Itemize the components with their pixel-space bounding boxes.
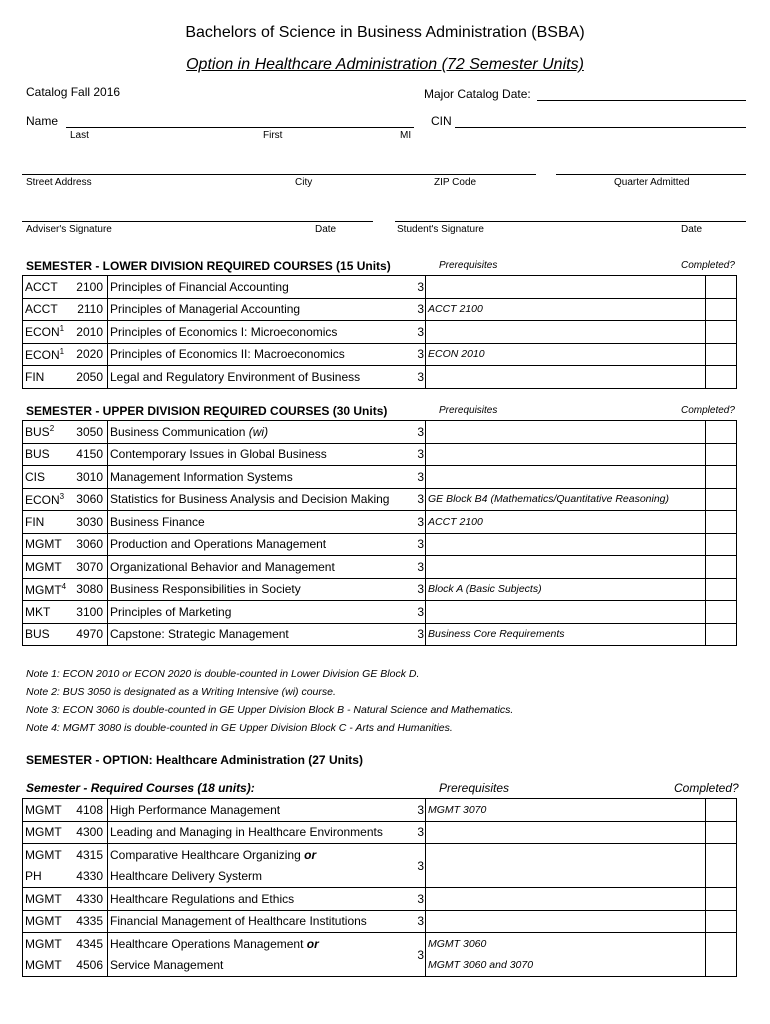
course-number: 2110 xyxy=(69,298,108,321)
course-prereq: Block A (Basic Subjects) xyxy=(426,578,706,601)
completed-cell[interactable] xyxy=(706,443,737,466)
course-units: 3 xyxy=(414,421,426,444)
course-subject-text: ACCT xyxy=(25,302,58,317)
course-subject xyxy=(23,298,70,321)
course-title xyxy=(108,466,415,489)
completed-cell[interactable] xyxy=(706,276,737,299)
upper-completed-header: Completed? xyxy=(681,405,735,416)
course-subject xyxy=(23,556,70,579)
completed-cell[interactable] xyxy=(706,556,737,579)
footnote-marker: 3 xyxy=(59,491,65,501)
lower-division-table xyxy=(22,275,737,389)
lower-division-heading: SEMESTER - LOWER DIVISION REQUIRED COURSES (15 Units) xyxy=(26,259,391,273)
course-title-text: Statistics for Business Analysis and Decision Making xyxy=(110,492,390,507)
course-units: 3 xyxy=(414,343,426,366)
quarter-admitted-caption: Quarter Admitted xyxy=(614,177,690,188)
course-title-text: Healthcare Operations Management xyxy=(110,936,304,951)
catalog-label: Catalog Fall 2016 xyxy=(26,85,121,99)
course-title-text: Management Information Systems xyxy=(110,469,293,484)
course-units: 3 xyxy=(414,298,426,321)
footnote-marker: 1 xyxy=(59,324,65,334)
note-2: Note 2: BUS 3050 is designated as a Writing Intensive (wi) course. xyxy=(26,686,336,698)
table-row xyxy=(23,466,737,489)
course-units: 3 xyxy=(414,366,426,389)
course-title-text: Principles of Economics II: Macroeconomics xyxy=(110,347,345,362)
course-subject-text: FIN xyxy=(25,369,45,384)
course-units: 3 xyxy=(414,799,426,822)
student-date-caption: Date xyxy=(681,224,703,235)
course-subject-text: CIS xyxy=(25,469,46,484)
completed-cell[interactable] xyxy=(706,888,737,911)
course-title-text: Principles of Financial Accounting xyxy=(110,279,289,294)
course-units: 3 xyxy=(414,276,426,299)
course-prereq: ACCT 2100 xyxy=(426,298,706,321)
course-subject-text: FIN xyxy=(25,514,45,529)
option-heading: SEMESTER - OPTION: Healthcare Administration (27 Units) xyxy=(26,753,363,767)
major-catalog-date-field[interactable] xyxy=(537,100,746,101)
table-row xyxy=(23,799,737,822)
course-subject xyxy=(23,366,70,389)
course-title xyxy=(108,844,415,866)
lower-prereq-header: Prerequisites xyxy=(439,260,498,271)
course-number: 4315 xyxy=(69,844,108,866)
lower-completed-header: Completed? xyxy=(681,260,735,271)
course-units: 3 xyxy=(414,533,426,556)
course-title-text: Business Communication xyxy=(110,424,246,439)
completed-cell[interactable] xyxy=(706,821,737,844)
course-prereq xyxy=(426,366,706,389)
course-title-text: Business Finance xyxy=(110,514,205,529)
course-prereq xyxy=(426,844,706,888)
course-subject: MGMT xyxy=(23,888,70,911)
course-title xyxy=(108,421,415,444)
page-title: Bachelors of Science in Business Administration (BSBA) xyxy=(185,24,585,41)
course-subject xyxy=(23,488,70,511)
table-row xyxy=(23,533,737,556)
course-number: 4108 xyxy=(69,799,108,822)
note-1: Note 1: ECON 2010 or ECON 2020 is double-counted in Lower Division GE Block D. xyxy=(26,668,420,680)
course-units: 3 xyxy=(414,821,426,844)
table-row xyxy=(23,343,737,366)
course-subject xyxy=(23,578,70,601)
course-subject-text: MKT xyxy=(25,604,51,619)
course-number: 2010 xyxy=(69,321,108,344)
course-title xyxy=(108,533,415,556)
course-title: Healthcare Delivery Systerm xyxy=(108,866,415,888)
course-number: 3060 xyxy=(69,533,108,556)
table-row xyxy=(23,556,737,579)
course-subject-text: BUS xyxy=(25,447,50,462)
course-prereq xyxy=(426,556,706,579)
course-subject xyxy=(23,276,70,299)
course-prereq xyxy=(426,533,706,556)
course-subject xyxy=(23,533,70,556)
adviser-signature-field[interactable] xyxy=(22,221,373,222)
table-row xyxy=(23,366,737,389)
course-prereq xyxy=(426,910,706,933)
footnote-marker: 4 xyxy=(61,581,67,591)
course-title-text: Comparative Healthcare Organizing xyxy=(110,847,301,862)
course-title-text: Principles of Managerial Accounting xyxy=(110,302,301,317)
first-name-caption: First xyxy=(263,130,283,141)
course-subject-text: ECON xyxy=(25,325,60,340)
middle-initial-caption: MI xyxy=(400,130,412,141)
course-title-text: Business Responsibilities in Society xyxy=(110,582,301,597)
course-subject-text: ECON xyxy=(25,492,60,507)
table-row xyxy=(23,578,737,601)
course-title-text: Production and Operations Management xyxy=(110,537,327,552)
completed-cell[interactable] xyxy=(706,533,737,556)
course-title-text: Capstone: Strategic Management xyxy=(110,627,289,642)
course-title: Healthcare Regulations and Ethics xyxy=(108,888,415,911)
footnote-marker: 1 xyxy=(59,346,65,356)
note-4: Note 4: MGMT 3080 is double-counted in GE Upper Division Block C - Arts and Humanities. xyxy=(26,722,453,734)
course-title: Service Management xyxy=(108,955,415,977)
course-number: 2050 xyxy=(69,366,108,389)
course-units: 3 xyxy=(414,556,426,579)
course-title xyxy=(108,298,415,321)
course-prereq xyxy=(426,443,706,466)
course-prereq: MGMT 3060 xyxy=(426,933,706,955)
course-prereq xyxy=(426,421,706,444)
completed-cell[interactable] xyxy=(706,511,737,534)
course-title xyxy=(108,443,415,466)
course-title-text: Principles of Marketing xyxy=(110,604,232,619)
course-title xyxy=(108,556,415,579)
course-prereq: Business Core Requirements xyxy=(426,623,706,646)
course-prereq: MGMT 3060 and 3070 xyxy=(426,955,706,977)
option-completed-header: Completed? xyxy=(674,781,739,795)
course-subject: PH xyxy=(23,866,70,888)
course-title xyxy=(108,623,415,646)
last-name-caption: Last xyxy=(70,130,89,141)
upper-prereq-header: Prerequisites xyxy=(439,405,498,416)
completed-cell[interactable] xyxy=(706,623,737,646)
table-row xyxy=(23,276,737,299)
course-subject-text: MGMT xyxy=(25,559,62,574)
completed-cell[interactable] xyxy=(706,578,737,601)
option-table xyxy=(22,798,737,977)
completed-cell[interactable] xyxy=(706,933,737,977)
course-units: 3 xyxy=(414,511,426,534)
course-units: 3 xyxy=(414,466,426,489)
course-units: 3 xyxy=(414,623,426,646)
cin-label: CIN xyxy=(431,114,452,128)
course-number: 3070 xyxy=(69,556,108,579)
course-subject: MGMT xyxy=(23,933,70,955)
adviser-signature-caption: Adviser's Signature xyxy=(26,224,112,235)
course-units: 3 xyxy=(414,844,426,888)
major-catalog-date-label: Major Catalog Date: xyxy=(424,87,531,101)
course-number: 4150 xyxy=(69,443,108,466)
course-title xyxy=(108,276,415,299)
cin-field[interactable] xyxy=(455,127,746,128)
course-number: 3030 xyxy=(69,511,108,534)
completed-cell[interactable] xyxy=(706,910,737,933)
table-row xyxy=(23,601,737,624)
course-title: Leading and Managing in Healthcare Environments xyxy=(108,821,415,844)
completed-cell[interactable] xyxy=(706,343,737,366)
student-signature-caption: Student's Signature xyxy=(397,224,484,235)
course-units: 3 xyxy=(414,321,426,344)
course-prereq xyxy=(426,321,706,344)
table-row xyxy=(23,955,737,977)
completed-cell[interactable] xyxy=(706,366,737,389)
course-subject xyxy=(23,343,70,366)
table-row xyxy=(23,443,737,466)
course-prereq: ECON 2010 xyxy=(426,343,706,366)
course-number: 4970 xyxy=(69,623,108,646)
course-title xyxy=(108,488,415,511)
course-number: 4300 xyxy=(69,821,108,844)
course-number: 3060 xyxy=(69,488,108,511)
page-subtitle: Option in Healthcare Administration (72 Semester Units) xyxy=(186,56,584,73)
course-subject: MGMT xyxy=(23,821,70,844)
footnote-marker: 2 xyxy=(49,424,55,434)
course-title: High Performance Management xyxy=(108,799,415,822)
course-number: 3080 xyxy=(69,578,108,601)
student-signature-field[interactable] xyxy=(395,221,746,222)
course-title-text: Principles of Economics I: Microeconomics xyxy=(110,324,338,339)
course-number: 4330 xyxy=(69,866,108,888)
course-subject: MGMT xyxy=(23,799,70,822)
course-number: 2100 xyxy=(69,276,108,299)
address-field[interactable] xyxy=(22,174,536,175)
course-subject-text: ACCT xyxy=(25,279,58,294)
course-title-text: Legal and Regulatory Environment of Business xyxy=(110,369,361,384)
table-row xyxy=(23,933,737,955)
course-subject: MGMT xyxy=(23,955,70,977)
course-number: 4506 xyxy=(69,955,108,977)
course-number: 3010 xyxy=(69,466,108,489)
name-field[interactable] xyxy=(66,127,414,128)
course-units: 3 xyxy=(414,601,426,624)
completed-cell[interactable] xyxy=(706,298,737,321)
course-title-text: Contemporary Issues in Global Business xyxy=(110,447,327,462)
course-number: 3100 xyxy=(69,601,108,624)
completed-cell[interactable] xyxy=(706,321,737,344)
course-number: 2020 xyxy=(69,343,108,366)
course-prereq xyxy=(426,466,706,489)
note-3: Note 3: ECON 3060 is double-counted in GE Upper Division Block B - Natural Science and Mathematics. xyxy=(26,704,514,716)
zip-caption: ZIP Code xyxy=(434,177,477,188)
course-number: 4330 xyxy=(69,888,108,911)
course-subject-text: MGMT xyxy=(25,582,62,597)
table-row xyxy=(23,623,737,646)
table-row xyxy=(23,910,737,933)
course-subject: MGMT xyxy=(23,844,70,866)
completed-cell[interactable] xyxy=(706,421,737,444)
course-prereq xyxy=(426,276,706,299)
quarter-admitted-field[interactable] xyxy=(556,174,746,175)
course-title: Financial Management of Healthcare Institutions xyxy=(108,910,415,933)
course-title xyxy=(108,601,415,624)
table-row xyxy=(23,421,737,444)
course-subject xyxy=(23,511,70,534)
course-subject xyxy=(23,421,70,444)
course-subject xyxy=(23,601,70,624)
name-label: Name xyxy=(26,114,59,128)
upper-division-heading: SEMESTER - UPPER DIVISION REQUIRED COURSES (30 Units) xyxy=(26,404,388,418)
course-subject xyxy=(23,623,70,646)
course-units: 3 xyxy=(414,910,426,933)
course-prereq xyxy=(426,888,706,911)
table-row xyxy=(23,844,737,866)
completed-cell[interactable] xyxy=(706,844,737,888)
course-subject xyxy=(23,443,70,466)
table-row xyxy=(23,821,737,844)
course-subject-text: BUS xyxy=(25,627,50,642)
course-title xyxy=(108,933,415,955)
course-subject xyxy=(23,466,70,489)
table-row xyxy=(23,298,737,321)
course-subject xyxy=(23,321,70,344)
course-units: 3 xyxy=(414,488,426,511)
course-units: 3 xyxy=(414,933,426,977)
course-prereq xyxy=(426,601,706,624)
option-subheading: Semester - Required Courses (18 units): xyxy=(26,781,255,795)
table-row xyxy=(23,488,737,511)
table-row xyxy=(23,321,737,344)
course-prereq: GE Block B4 (Mathematics/Quantitative Reasoning) xyxy=(426,488,706,511)
or-label: or xyxy=(304,847,317,862)
upper-division-table xyxy=(22,420,737,646)
course-units: 3 xyxy=(414,888,426,911)
course-title-note: (wi) xyxy=(248,424,269,439)
adviser-date-caption: Date xyxy=(315,224,337,235)
course-number: 3050 xyxy=(69,421,108,444)
course-title xyxy=(108,343,415,366)
course-subject: MGMT xyxy=(23,910,70,933)
table-row xyxy=(23,888,737,911)
course-number: 4345 xyxy=(69,933,108,955)
completed-cell[interactable] xyxy=(706,601,737,624)
course-title xyxy=(108,321,415,344)
completed-cell[interactable] xyxy=(706,466,737,489)
course-subject-text: ECON xyxy=(25,347,60,362)
or-label: or xyxy=(306,936,319,951)
course-subject-text: MGMT xyxy=(25,537,62,552)
course-prereq: MGMT 3070 xyxy=(426,799,706,822)
course-prereq xyxy=(426,821,706,844)
option-prereq-header: Prerequisites xyxy=(439,781,510,795)
course-units: 3 xyxy=(414,578,426,601)
street-caption: Street Address xyxy=(26,177,92,188)
course-title xyxy=(108,366,415,389)
course-units: 3 xyxy=(414,443,426,466)
course-title xyxy=(108,511,415,534)
table-row xyxy=(23,511,737,534)
city-caption: City xyxy=(295,177,313,188)
completed-cell[interactable] xyxy=(706,799,737,822)
course-subject-text: BUS xyxy=(25,425,50,440)
course-prereq: ACCT 2100 xyxy=(426,511,706,534)
course-number: 4335 xyxy=(69,910,108,933)
course-title xyxy=(108,578,415,601)
course-title-text: Organizational Behavior and Management xyxy=(110,559,335,574)
completed-cell[interactable] xyxy=(706,488,737,511)
